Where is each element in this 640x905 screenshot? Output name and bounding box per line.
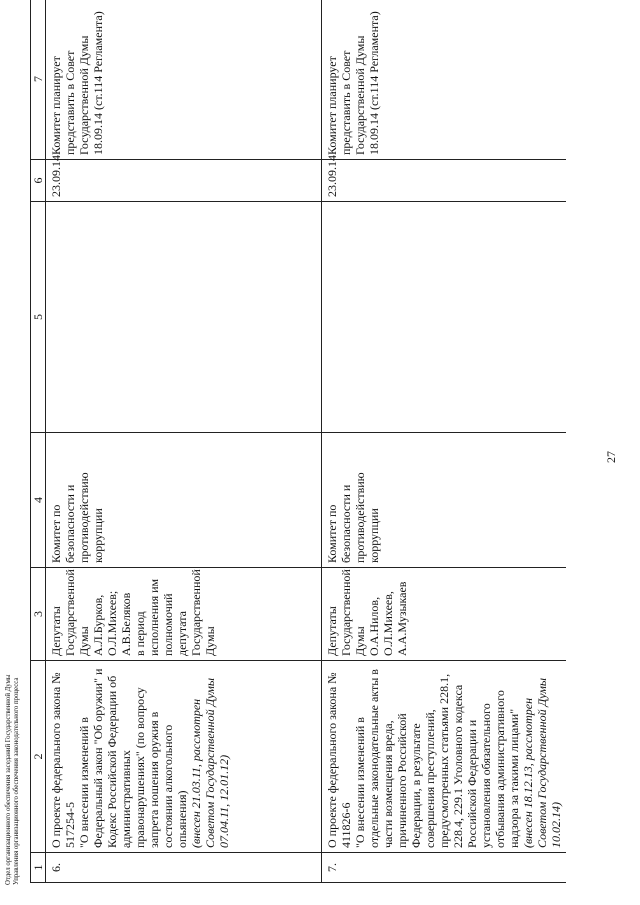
committee-note: Комитет планирует представить в Совет Государственной Думы 18.09.14 (ст.114 Регламента) xyxy=(322,0,567,160)
empty-cell xyxy=(322,202,567,433)
review-date: 23.09.14 xyxy=(46,160,322,202)
bill-status-note: (внесен 21.03.11, рассмотрен Советом Государственной Думы 07.04.11, 12.01.12) xyxy=(189,677,231,848)
committee-note: Комитет планирует представить в Совет Государственной Думы 18.09.14 (ст.114 Регламента) xyxy=(46,0,322,160)
review-date: 23.09.14 xyxy=(322,160,567,202)
bill-status-note: (внесен 18.12.13, рассмотрен Советом Государственной Думы 10.02.14) xyxy=(521,677,563,848)
column-header: 1 xyxy=(31,853,46,883)
bill-authors: Депутаты Государственной Думы А.Л.Бурков, О.Л.Михеев; А.В.Беляков в период исполнения им полномочий депутата Государственной Думы xyxy=(46,568,322,661)
row-number: 6. xyxy=(46,853,322,883)
column-header: 7 xyxy=(31,0,46,160)
responsible-committee: Комитет по безопасности и противодействию коррупции xyxy=(46,433,322,568)
empty-cell xyxy=(46,202,322,433)
table-row xyxy=(322,0,567,883)
column-header: 5 xyxy=(31,202,46,433)
bill-title: "О внесении изменений в отдельные законодательные акты в части возмещения вреда, причиненного Российской Федерации, в результате совершения преступлений, предусмотренных статьями 228.1, 228.4, 229.1 Уголовного кодекса Российской Федерации и установления обязательного отбывания административного надзора за такими лицами" xyxy=(353,669,521,848)
column-header: 6 xyxy=(31,160,46,202)
bill-title-cell xyxy=(322,661,567,853)
responsible-committee: Комитет по безопасности и противодействию коррупции xyxy=(322,433,567,568)
header-row xyxy=(31,0,46,883)
agenda-table xyxy=(30,0,566,883)
bill-number: О проекте федерального закона № 411826-6 xyxy=(325,672,353,848)
footer-line: Управления организационного обеспечения законодательного процесса xyxy=(13,677,20,885)
bill-authors: Депутаты Государственной Думы О.А.Нилов, О.Л.Михеев, А.А.Музыкаев xyxy=(322,568,567,661)
bill-number: О проекте федерального закона № 517254-5 xyxy=(49,672,77,848)
column-header: 2 xyxy=(31,661,46,853)
table-row xyxy=(46,0,322,883)
footer xyxy=(5,675,21,885)
column-header: 4 xyxy=(31,433,46,568)
column-header: 3 xyxy=(31,568,46,661)
bill-title: "О внесении изменений в Федеральный закон "Об оружии" и Кодекс Российской Федерации об административных правонарушениях" (по вопросу запрета ношения оружия в состоянии алкогольного опьянения) xyxy=(77,668,189,848)
row-number: 7. xyxy=(322,853,567,883)
page-number: 27 xyxy=(604,451,618,463)
bill-title-cell xyxy=(46,661,322,853)
footer-line: Отдел организационного обеспечения заседаний Государственной Думы xyxy=(5,674,12,885)
